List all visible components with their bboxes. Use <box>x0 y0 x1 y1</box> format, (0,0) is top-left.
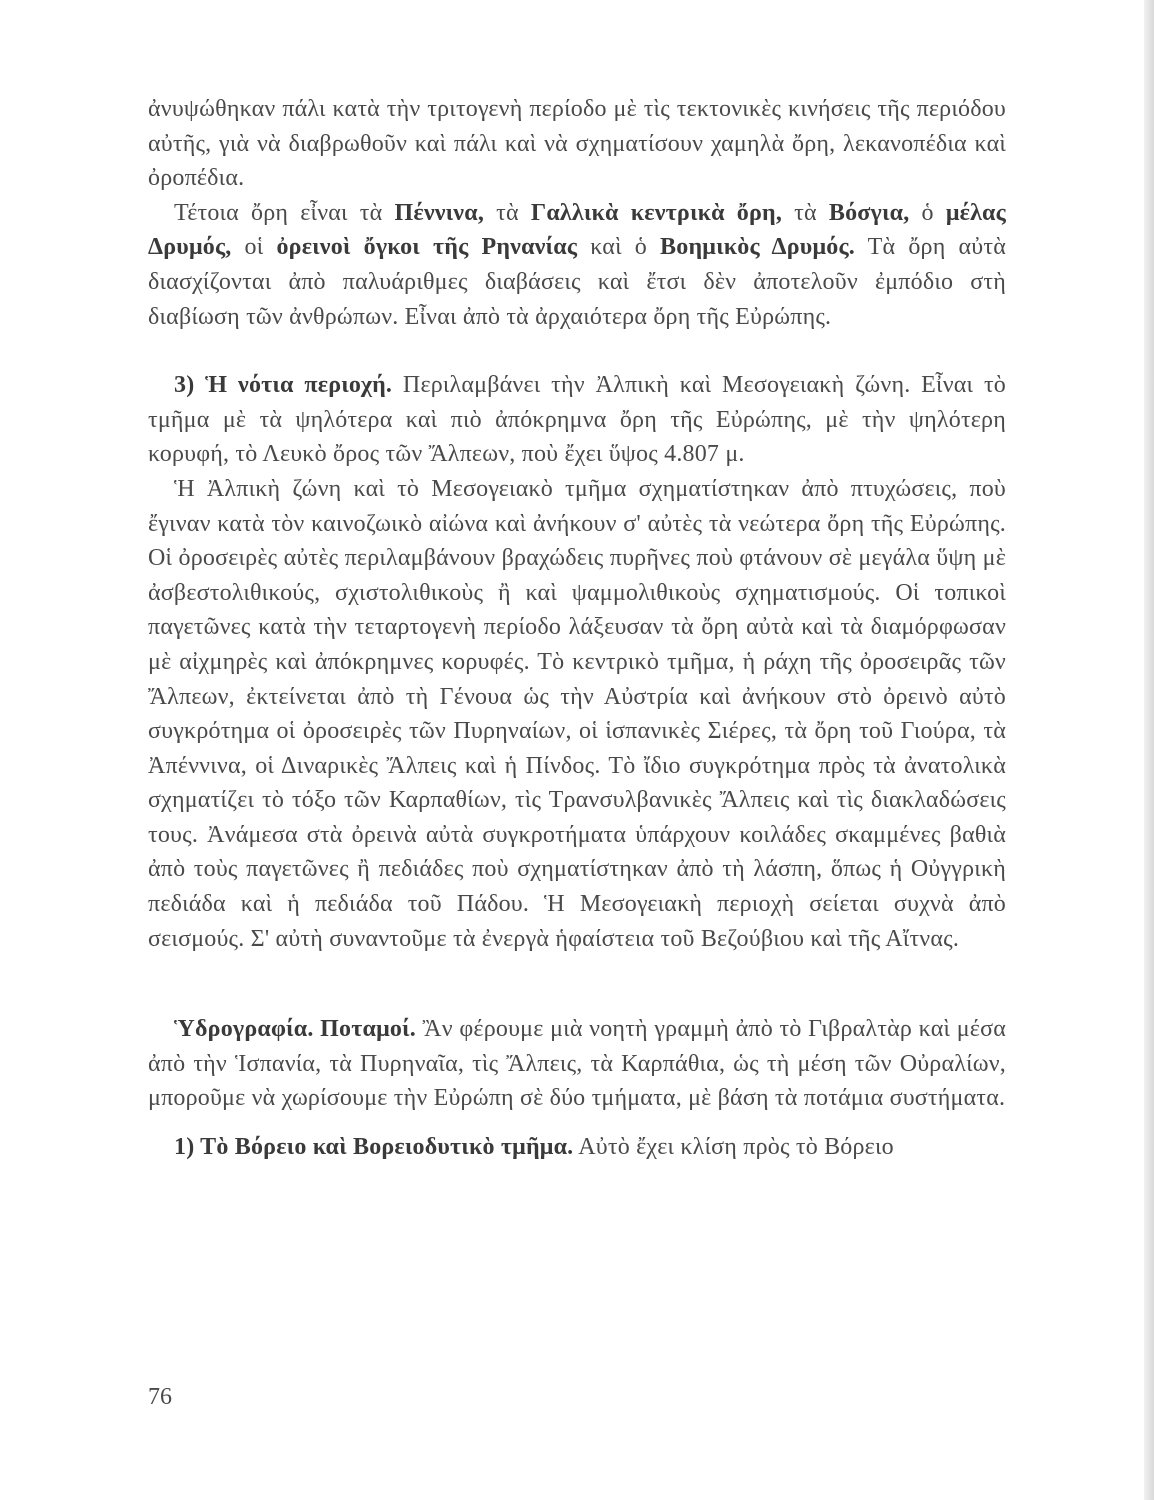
paragraph-continuation: ἀνυψώθηκαν πάλι κατὰ τὴν τριτογενὴ περίοδο μὲ τὶς τεκτονικὲς κινήσεις τῆς περιόδου αὐτῆς, γιὰ νὰ διαβρωθοῦν καὶ πάλι καὶ νὰ σχηματίσουν χαμηλὰ ὄρη, λεκανοπέδια καὶ ὀροπέδια. <box>148 96 1006 192</box>
text-run: Τὰ ὄρη αὐτὰ διασχίζονται ἀπὸ παλυάριθμες διαβάσεις καὶ ἔτσι δὲν ἀποτελοῦν ἐμπόδιο στὴ διαβίωση τῶν ἀνθρώπων. Εἶναι ἀπὸ τὰ ἀρχαιότερα ὄρη τῆς Εὐρώπης. <box>148 234 1006 330</box>
text-run: τὰ <box>484 199 531 226</box>
text-run: ὁ <box>909 199 946 226</box>
term-pennina: Πέννινα, <box>394 199 485 226</box>
book-page-text <box>148 92 1006 1165</box>
page-number: 76 <box>148 1384 172 1410</box>
paragraph-alpine-zone: Ἡ Ἀλπικὴ ζώνη καὶ τὸ Μεσογειακὸ τμῆμα σχηματίστηκαν ἀπὸ πτυχώσεις, ποὺ ἔγιναν κατὰ τὸν καινοζωικὸ αἰώνα καὶ ἀνήκουν σ' αὐτὲς τὰ νεώτερα ὄρη τῆς Εὐρώπης. Οἱ ὀροσειρὲς αὐτὲς περιλαμβάνουν βραχώδεις πυρῆνες ποὺ φτάνουν σὲ μεγάλα ὕψη μὲ ἀσβεστολιθικούς, σχιστολιθικοὺς ἢ καὶ ψαμμολιθικοὺς σχηματισμούς. Οἱ τοπικοὶ παγετῶνες κατὰ τὴν τεταρτογενὴ περίοδο λάξευσαν τὰ ὄρη αὐτὰ καὶ τὰ διαμόρφωσαν μὲ αἰχμηρὲς καὶ ἀπόκρημνες κορυφές. Τὸ κεντρικὸ τμῆμα, ἡ ράχη τῆς ὀροσειρᾶς τῶν Ἄλπεων, ἐκτείνεται ἀπὸ τὴ Γένουα ὡς τὴν Αὐστρία καὶ ἀνήκουν στὸ ὀρεινὸ αὐτὸ συγκρότημα οἱ ὀροσειρὲς τῶν Πυρηναίων, οἱ ἱσπανικὲς Σιέρες, τὰ ὄρη τοῦ Γιούρα, τὰ Ἀπέννινα, οἱ Διναρικὲς Ἄλπεις καὶ ἡ Πίνδος. Τὸ ἴδιο συγκρότημα πρὸς τὰ ἀνατολικὰ σχηματίζει τὸ τόξο τῶν Καρπαθίων, τὶς Τρανσυλβανικὲς Ἄλπεις καὶ τὶς διακλαδώσεις τους. Ἀνάμεσα στὰ ὀρεινὰ αὐτὰ συγκροτήματα ὑπάρχουν κοιλάδες σκαμμένες βαθιὰ ἀπὸ τοὺς παγετῶνες ἢ πεδιάδες ποὺ σχηματίστηκαν ἀπὸ τὴ λάσπη, ὅπως ἡ Οὐγγρικὴ πεδιάδα καὶ ἡ πεδιάδα τοῦ Πάδου. Ἡ Μεσογειακὴ περιοχὴ σείεται συχνὰ ἀπὸ σεισμούς. Σ' αὐτὴ συναντοῦμε τὰ ἐνεργὰ ἡφαίστεια τοῦ Βεζούβιου καὶ τῆς Αἴτνας. <box>148 475 1006 952</box>
text-run: καὶ ὁ <box>577 234 661 261</box>
text-run: οἱ <box>231 234 277 261</box>
term-french-central-mountains: Γαλλικὰ κεντρικὰ ὄρη, <box>530 199 783 226</box>
term-black-forest: μέλας Δρυμός, <box>148 199 1006 261</box>
text-run: Αὐτὸ ἔχει κλίση πρὸς τὸ Βόρειο <box>573 1134 894 1161</box>
paragraph-southern-region <box>148 368 1006 472</box>
term-rhine-massifs: ὀρεινοὶ ὄγκοι τῆς Ρηνανίας <box>276 234 578 261</box>
term-vosges: Βόσγια, <box>828 199 910 226</box>
section-heading-southern-region: 3) Ἡ νότια περιοχή. <box>174 372 393 399</box>
paragraph-northern-section <box>148 1130 1006 1165</box>
text-run: Περιλαμβάνει τὴν Ἀλπικὴ καὶ Μεσογειακὴ ζώνη. Εἶναι τὸ τμῆμα μὲ τὰ ψηλότερα καὶ πιὸ ἀπόκρημνα ὄρη τῆς Εὐρώπης, μὲ τὴν ψηλότερη κορυφή, τὸ Λευκὸ ὄρος τῶν Ἄλπεων, ποὺ ἔχει ὕψος 4.807 μ. <box>148 372 1006 468</box>
text-run: Ἂν φέρουμε μιὰ νοητὴ γραμμὴ ἀπὸ τὸ Γιβραλτὰρ καὶ μέσα ἀπὸ τὴν Ἱσπανία, τὰ Πυρηναῖα, τὶς Ἄλπεις, τὰ Καρπάθια, ὡς τὴ μέση τῶν Οὐραλίων, μποροῦμε νὰ χωρίσουμε τὴν Εὐρώπη σὲ δύο τμήματα, μὲ βάση τὰ ποτάμια συστήματα. <box>148 1016 1006 1112</box>
section-heading-northern-section: 1) Τὸ Βόρειο καὶ Βορειοδυτικὸ τμῆμα. <box>174 1134 574 1161</box>
term-bohemian-forest: Βοημικὸς Δρυμός. <box>660 234 855 261</box>
section-heading-hydrography: Ὑδρογραφία. Ποταμοί. <box>174 1016 416 1043</box>
page-edge <box>1144 0 1154 1500</box>
text-run: Τέτοια ὄρη εἶναι τὰ <box>174 199 395 226</box>
paragraph-hydrography <box>148 1012 1006 1116</box>
paragraph-old-mountains <box>148 196 1006 334</box>
text-run: τὰ <box>782 199 829 226</box>
